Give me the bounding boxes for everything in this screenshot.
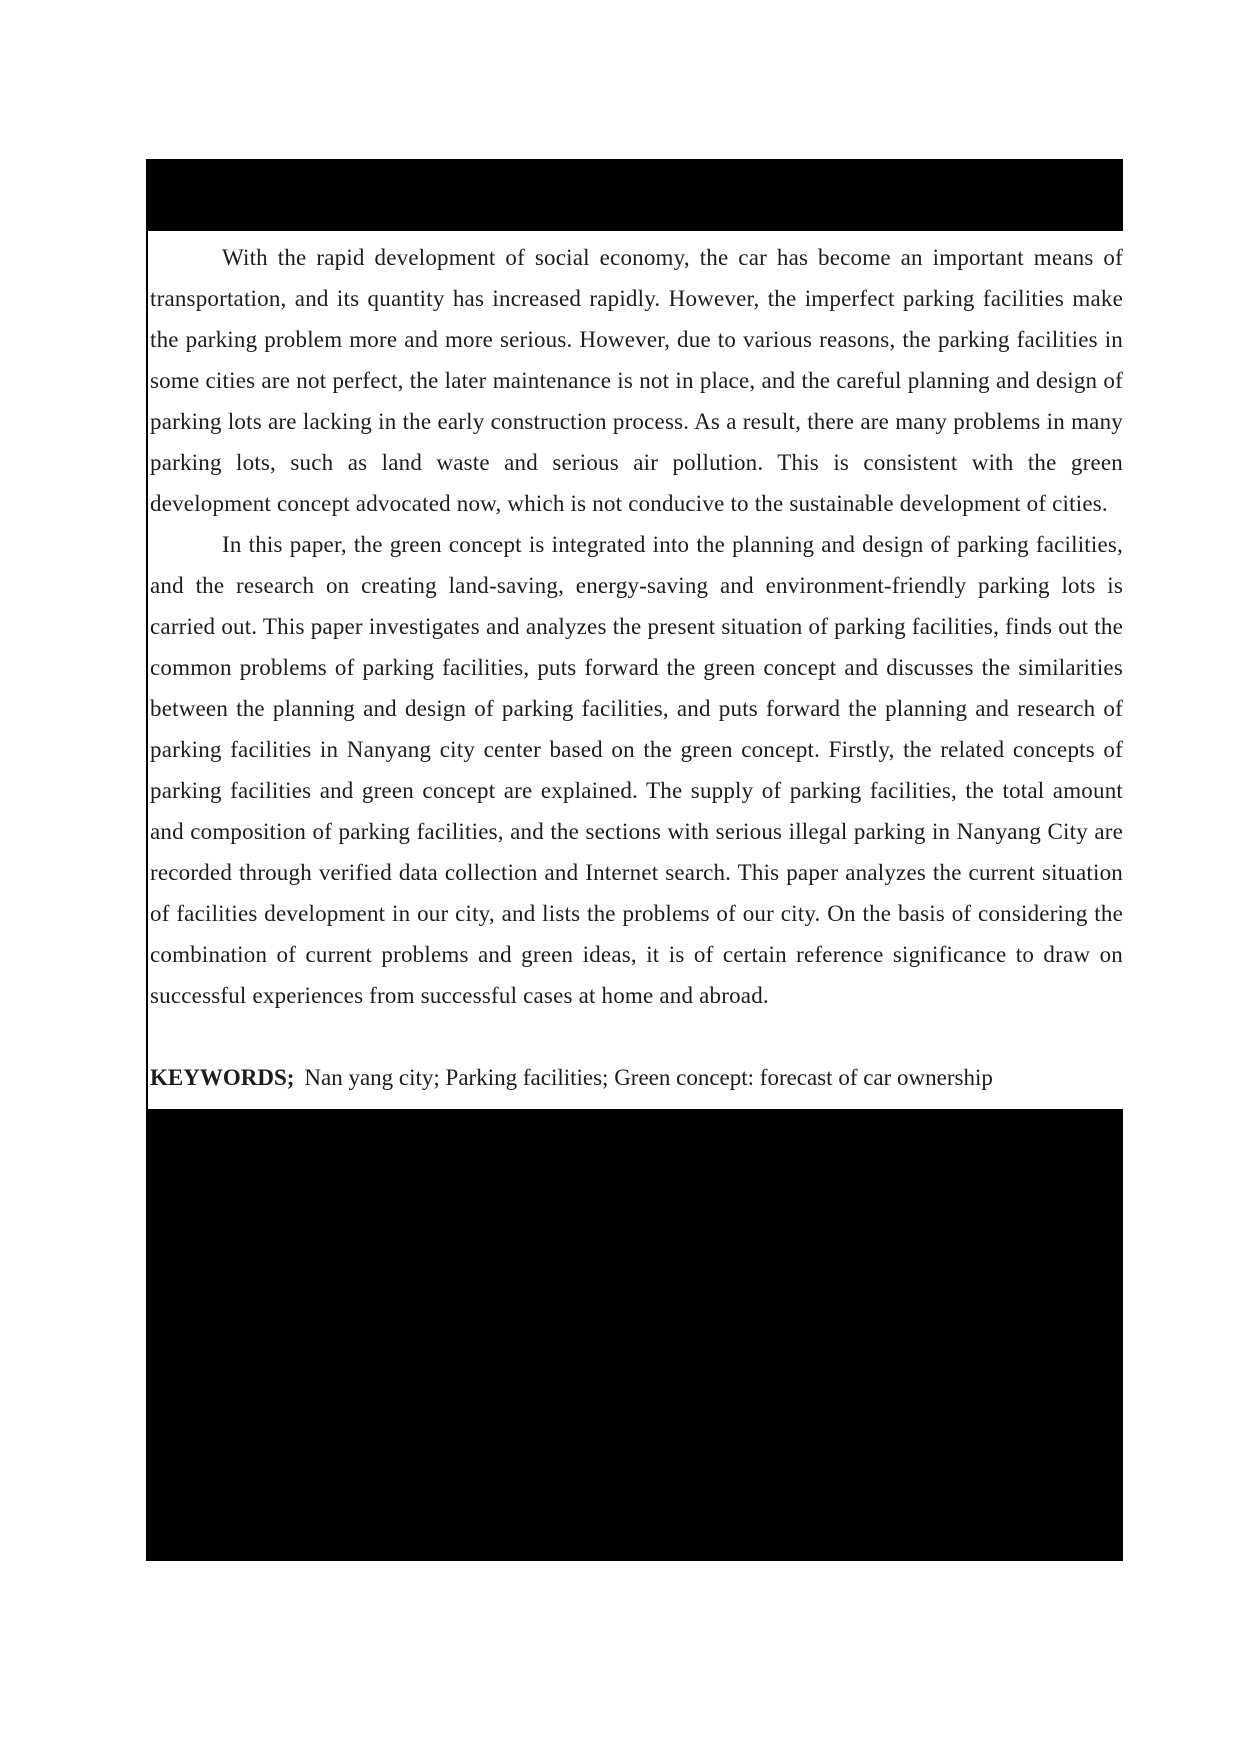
abstract-body <box>146 231 1123 1109</box>
redacted-title-block <box>146 159 1123 231</box>
redacted-content-block <box>146 1109 1123 1561</box>
document-content <box>146 159 1123 1561</box>
keywords-label: KEYWORDS; <box>150 1065 295 1090</box>
keywords-text: Nan yang city; Parking facilities; Green concept: forecast of car ownership <box>304 1065 993 1090</box>
abstract-paragraph-2: In this paper, the green concept is integrated into the planning and design of parking facilities, and the research on creating land-saving, energy-saving and environment-friendly parking lots is carried out. This paper investigates and analyzes the present situation of parking facilities, finds out the common problems of parking facilities, puts forward the green concept and discusses the similarities between the planning and design of parking facilities, and puts forward the planning and research of parking facilities in Nanyang city center based on the green concept. Firstly, the related concepts of parking facilities and green concept are explained. The supply of parking facilities, the total amount and composition of parking facilities, and the sections with serious illegal parking in Nanyang City are recorded through verified data collection and Internet search. This paper analyzes the current situation of facilities development in our city, and lists the problems of our city. On the basis of considering the combination of current problems and green ideas, it is of certain reference significance to draw on successful experiences from successful cases at home and abroad. <box>150 532 1123 1008</box>
abstract-paragraph-1: With the rapid development of social economy, the car has become an important means of transportation, and its quantity has increased rapidly. However, the imperfect parking facilities make the parking problem more and more serious. However, due to various reasons, the parking facilities in some cities are not perfect, the later maintenance is not in place, and the careful planning and design of parking lots are lacking in the early construction process. As a result, there are many problems in many parking lots, such as land waste and serious air pollution. This is consistent with the green development concept advocated now, which is not conducive to the sustainable development of cities. <box>150 245 1123 516</box>
keywords-line <box>150 1057 1123 1098</box>
